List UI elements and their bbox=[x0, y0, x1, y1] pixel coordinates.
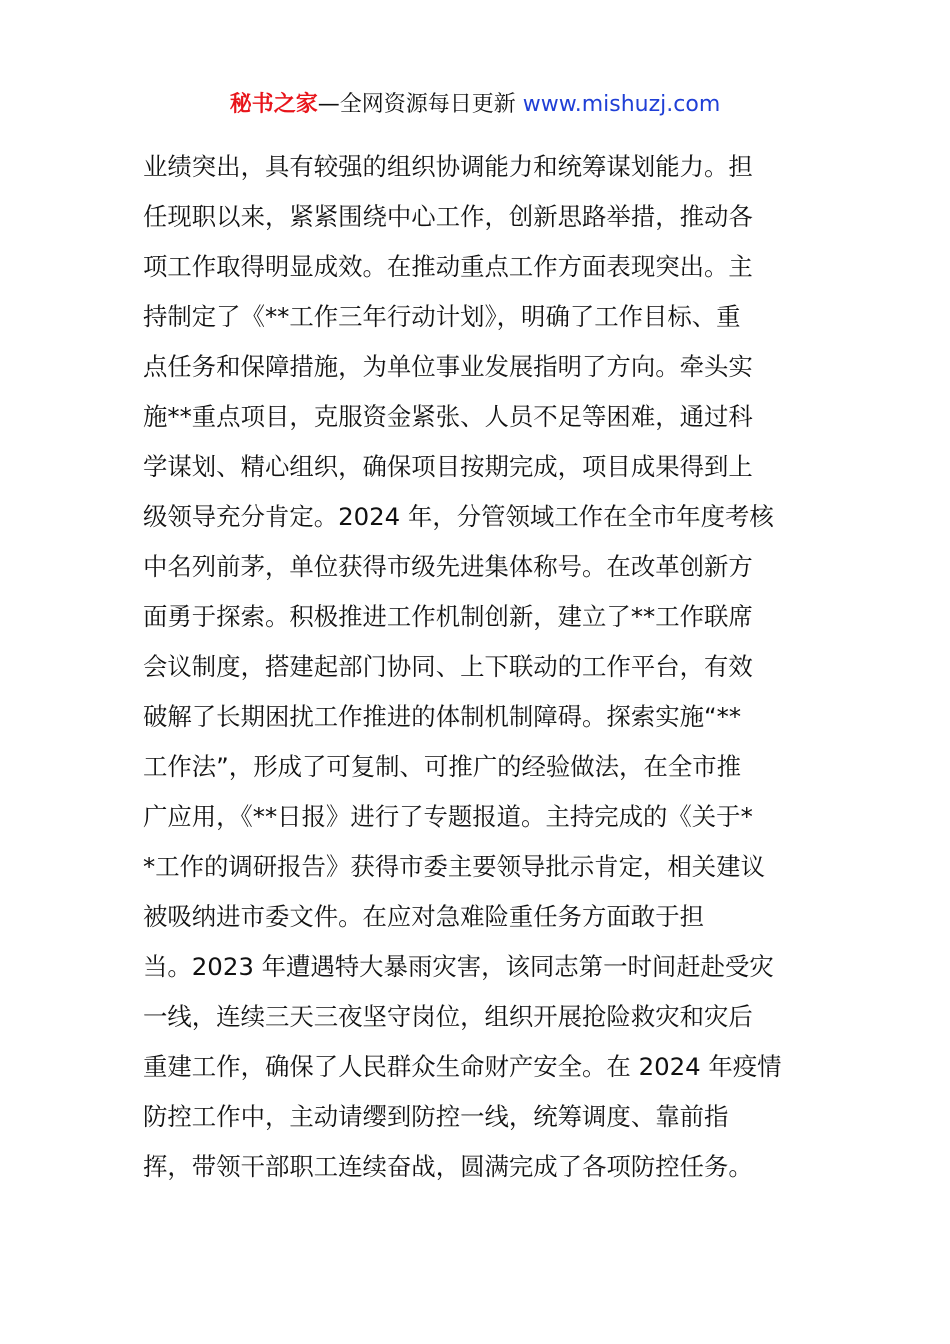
text-line: 业绩突出，具有较强的组织协调能力和统筹谋划能力。担 bbox=[143, 152, 753, 181]
text-line: 面勇于探索。积极推进工作机制创新，建立了**工作联席 bbox=[143, 602, 753, 631]
text-line: 学谋划、精心组织，确保项目按期完成，项目成果得到上 bbox=[143, 452, 753, 481]
text-line: 任现职以来，紧紧围绕中心工作，创新思路举措，推动各 bbox=[143, 202, 753, 231]
site-url-link[interactable]: www.mishuzj.com bbox=[522, 92, 721, 117]
text-line: 会议制度，搭建起部门协同、上下联动的工作平台，有效 bbox=[143, 652, 753, 681]
page-header bbox=[0, 88, 950, 122]
text-line: *工作的调研报告》获得市委主要领导批示肯定，相关建议 bbox=[143, 852, 765, 881]
text-line: 防控工作中，主动请缨到防控一线，统筹调度、靠前指 bbox=[143, 1102, 729, 1131]
brand-name: 秘书之家 bbox=[229, 92, 318, 117]
text-line: 点任务和保障措施，为单位事业发展指明了方向。牵头实 bbox=[143, 352, 753, 381]
text-line: 工作法”，形成了可复制、可推广的经验做法，在全市推 bbox=[143, 752, 742, 781]
text-line: 当。2023 年遭遇特大暴雨灾害，该同志第一时间赶赴受灾 bbox=[143, 952, 774, 981]
text-line: 广应用，《**日报》进行了专题报道。主持完成的《关于* bbox=[143, 802, 753, 831]
text-line: 被吸纳进市委文件。在应对急难险重任务方面敢于担 bbox=[143, 902, 704, 931]
document-body bbox=[143, 148, 807, 1198]
text-line: 项工作取得明显成效。在推动重点工作方面表现突出。主 bbox=[143, 252, 753, 281]
text-line: 挥，带领干部职工连续奋战，圆满完成了各项防控任务。 bbox=[143, 1152, 753, 1181]
text-line: 中名列前茅，单位获得市级先进集体称号。在改革创新方 bbox=[143, 552, 753, 581]
text-line: 级领导充分肯定。2024 年，分管领域工作在全市年度考核 bbox=[143, 502, 774, 531]
header-tagline: —全网资源每日更新 bbox=[317, 92, 523, 117]
text-line: 施**重点项目，克服资金紧张、人员不足等困难，通过科 bbox=[143, 402, 753, 431]
text-line: 重建工作，确保了人民群众生命财产安全。在 2024 年疫情 bbox=[143, 1052, 782, 1081]
text-line: 一线，连续三天三夜坚守岗位，组织开展抢险救灾和灾后 bbox=[143, 1002, 753, 1031]
text-line: 破解了长期困扰工作推进的体制机制障碍。探索实施“** bbox=[143, 702, 742, 731]
text-line: 持制定了《**工作三年行动计划》，明确了工作目标、重 bbox=[143, 302, 741, 331]
